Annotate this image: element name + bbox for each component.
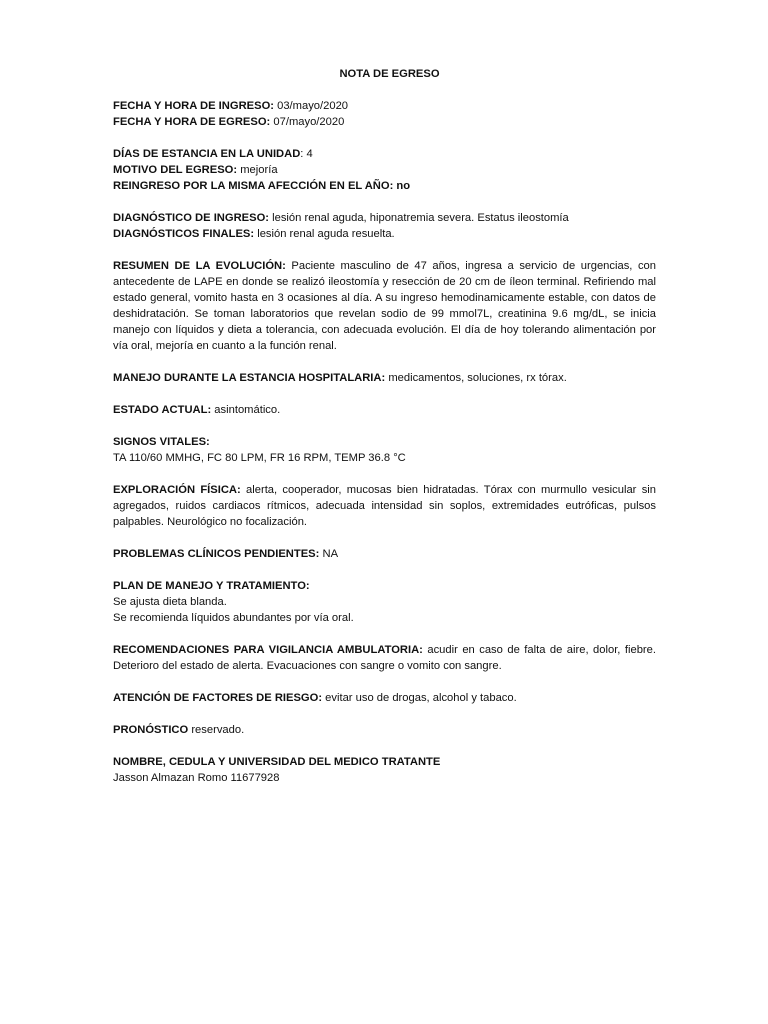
discharge-reason-value: mejoría — [237, 164, 278, 176]
treatment-plan-label: PLAN DE MANEJO Y TRATAMIENTO: — [113, 580, 310, 592]
stay-days-value: : 4 — [300, 148, 313, 160]
admission-diagnosis-label: DIAGNÓSTICO DE INGRESO: — [113, 212, 270, 224]
stay-days-label: DÍAS DE ESTANCIA EN LA UNIDAD — [113, 148, 301, 160]
admission-diagnosis-value: lesión renal aguda, hiponatremia severa. Estatus ileostomía — [269, 212, 569, 224]
pending-problems-label: PROBLEMAS CLÍNICOS PENDIENTES: — [113, 548, 320, 560]
risk-factors — [113, 690, 656, 706]
dates-section — [113, 98, 656, 130]
outpatient-recommendations-label: RECOMENDACIONES PARA VIGILANCIA AMBULATORIA: — [113, 644, 423, 656]
physician-label: NOMBRE, CEDULA Y UNIVERSIDAD DEL MEDICO TRATANTE — [113, 756, 441, 768]
vital-signs-section — [113, 434, 656, 466]
stay-days-line — [113, 146, 656, 162]
current-status — [113, 402, 656, 418]
physician-section — [113, 754, 656, 786]
treatment-plan-line-1: Se ajusta dieta blanda. — [113, 596, 227, 608]
hospital-management-label: MANEJO DURANTE LA ESTANCIA HOSPITALARIA: — [113, 372, 386, 384]
discharge-date-label: FECHA Y HORA DE EGRESO: — [113, 116, 271, 128]
stay-section — [113, 146, 656, 194]
physical-exam-value: alerta, cooperador, mucosas bien hidratadas. Tórax con murmullo vesicular sin agregados, ruidos cardiacos rítmicos, adecuada intensidad sin soplos, extremidades eutróficas, pulsos palpables. Neurológico no focalización. — [113, 484, 656, 528]
document-title: NOTA DE EGRESO — [339, 68, 440, 80]
admission-date-value: 03/mayo/2020 — [274, 100, 349, 112]
outpatient-recommendations — [113, 642, 656, 674]
vital-signs-value: TA 110/60 MMHG, FC 80 LPM, FR 16 RPM, TEMP 36.8 °C — [113, 452, 406, 464]
outpatient-recommendations-value: acudir en caso de falta de aire, dolor, fiebre. Deterioro del estado de alerta. Evacuaciones con sangre o vomito con sangre. — [113, 644, 656, 672]
final-diagnosis-value: lesión renal aguda resuelta. — [254, 228, 395, 240]
vital-signs-label: SIGNOS VITALES: — [113, 436, 210, 448]
prognosis — [113, 722, 656, 738]
discharge-reason-line — [113, 162, 656, 178]
discharge-date-line — [113, 114, 656, 130]
discharge-note-document — [113, 66, 656, 802]
prognosis-label: PRONÓSTICO — [113, 724, 189, 736]
prognosis-value: reservado. — [188, 724, 245, 736]
admission-diagnosis-line — [113, 210, 656, 226]
diagnosis-section — [113, 210, 656, 242]
risk-factors-value: evitar uso de drogas, alcohol y tabaco. — [322, 692, 517, 704]
hospital-management — [113, 370, 656, 386]
evolution-summary — [113, 258, 656, 354]
pending-problems-value: NA — [319, 548, 339, 560]
final-diagnosis-label: DIAGNÓSTICOS FINALES: — [113, 228, 255, 240]
readmission-label: REINGRESO POR LA MISMA AFECCIÓN EN EL AÑO: no — [113, 180, 411, 192]
physical-exam-label: EXPLORACIÓN FÍSICA: — [113, 484, 241, 496]
current-status-value: asintomático. — [211, 404, 281, 416]
physician-value: Jasson Almazan Romo 11677928 — [113, 772, 280, 784]
pending-problems — [113, 546, 656, 562]
treatment-plan-section — [113, 578, 656, 626]
admission-date-line — [113, 98, 656, 114]
final-diagnosis-line — [113, 226, 656, 242]
discharge-reason-label: MOTIVO DEL EGRESO: — [113, 164, 238, 176]
treatment-plan-line-2: Se recomienda líquidos abundantes por vía oral. — [113, 612, 354, 624]
risk-factors-label: ATENCIÓN DE FACTORES DE RIESGO: — [113, 692, 323, 704]
hospital-management-value: medicamentos, soluciones, rx tórax. — [385, 372, 567, 384]
readmission-line — [113, 178, 656, 194]
current-status-label: ESTADO ACTUAL: — [113, 404, 212, 416]
discharge-date-value: 07/mayo/2020 — [270, 116, 345, 128]
physical-exam — [113, 482, 656, 530]
admission-date-label: FECHA Y HORA DE INGRESO: — [113, 100, 274, 112]
evolution-summary-value: Paciente masculino de 47 años, ingresa a servicio de urgencias, con antecedente de LAPE en donde se realizó ileostomía y resección de 20 cm de íleon terminal. Refiriendo mal estado general, vomito hasta en 3 ocasiones al día. A su ingreso hemodinamicamente estable, con datos de deshidratación. Se toman laboratorios que revelan sodio de 99 mmol7L, creatinina 9.6 mg/dL, se inicia manejo con líquidos y dieta a tolerancia, con adecuada evolución. El día de hoy tolerando alimentación por vía oral, mejoría en cuanto a la función renal. — [113, 260, 656, 352]
evolution-summary-label: RESUMEN DE LA EVOLUCIÓN: — [113, 260, 286, 272]
